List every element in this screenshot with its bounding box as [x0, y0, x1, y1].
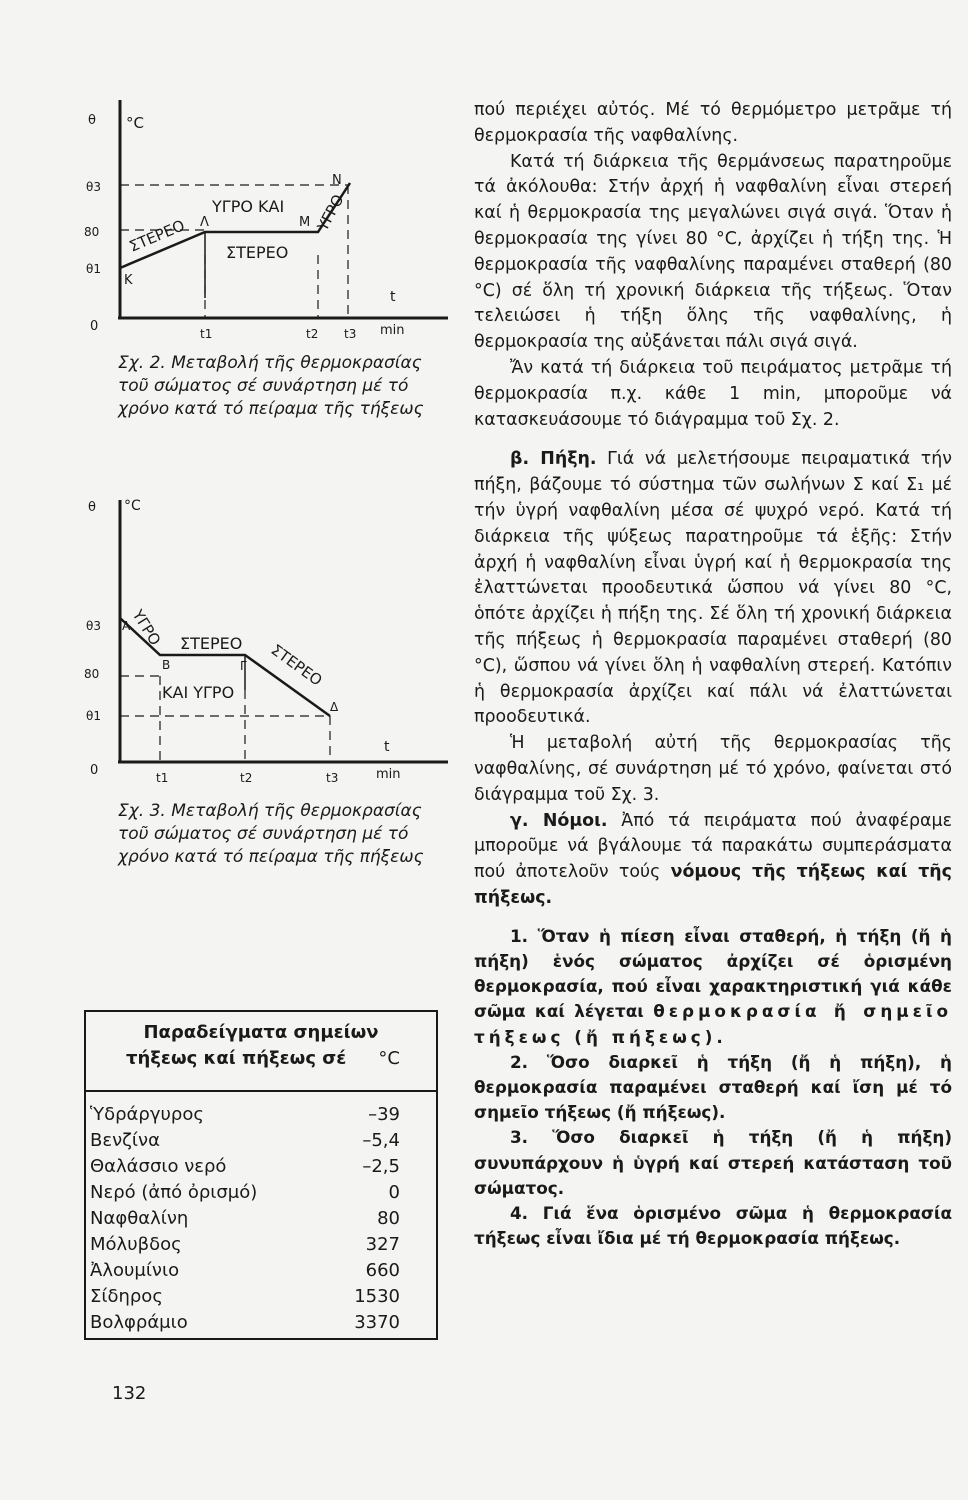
table-title-text: τήξεως καί πήξεως σέ [126, 1048, 347, 1069]
fig3-caption-line: χρόνο κατά τό πείραμα τῆς πήξεως [118, 847, 424, 867]
fig2-axis-y-unit: °C [126, 114, 144, 132]
fig2-point-m: M [299, 215, 311, 230]
fig3-tick-y-80: 80 [84, 667, 100, 681]
fig3-point-delta: Δ [330, 700, 339, 714]
fig2-axis-y-label: θ [88, 113, 96, 128]
melting-point: 3370 [354, 1312, 400, 1333]
fig2-label-liquid: ΥΓΡΟ [313, 191, 348, 234]
fig3-origin: 0 [90, 763, 99, 778]
section-text: Ἀπό τά πειράματα πού ἀναφέραμε μποροῦμε νά βγάλουμε τά παρακάτω συμπεράσματα πού ἀποτελοῦν τούς [474, 810, 952, 883]
table-row [86, 1154, 436, 1180]
melting-point: 327 [365, 1234, 400, 1255]
fig2-point-k: K [124, 273, 133, 288]
table-row [86, 1206, 436, 1232]
table-row [86, 1102, 436, 1128]
law-item: 4. Γιά ἕνα ὁρισμένο σῶμα ἡ θερμοκρασία τήξεως εἶναι ἴδια μέ τή θερμοκρασία πήξεως. [474, 1202, 952, 1249]
melting-point: 80 [377, 1208, 400, 1229]
melting-point: 1530 [354, 1286, 400, 1307]
fig2-tick-y-theta1: θ1 [86, 262, 101, 276]
fig3-point-b: B [162, 658, 171, 672]
table-header [86, 1012, 436, 1092]
fig3-tick-y-theta1: θ1 [86, 709, 101, 723]
figure-3-freezing-graph [0, 0, 470, 800]
section-text: Γιά νά μελετήσουμε πειραματικά τήν πήξη, βάζουμε τό σύστημα τῶν σωλήνων Σ καί Σ₁ μέ τήν ὑγρή ναφθαλίνη μέσα σέ ψυχρό νερό. Κατά τή διάρκεια τῆς ψύξεως παρατηροῦμε τά ἑξῆς: Στήν ἀρχή ἡ ναφθαλίνη εἶναι ὑγρή καί ἡ θερμοκρασία της ἐλαττώνεται προοδευτικά ὥσπου νά γίνει 80 °C, ὁπότε ἀρχίζει ἡ πήξη της. Σέ ὅλη τή χρονική διάρκεια τῆς πήξεως ἡ θερμοκρασία παραμένει σταθερή (80 °C), ὥσπου νά γίνει ὅλη ἡ ναφθαλίνη στερεή. Κατόπιν ἡ θερμοκρασία ἀρχίζει καί πάλι νά ἐλαττώνεται προοδευτικά. [474, 449, 952, 728]
body-text-column [474, 98, 952, 1251]
fig2-caption-line: Σχ. 2. Μεταβολή τῆς θερμοκρασίας [118, 353, 422, 373]
section-freezing [474, 447, 952, 731]
section-heading: γ. Νόμοι. [510, 810, 608, 831]
table-row [86, 1180, 436, 1206]
substance-name: Ἀλουμίνιο [90, 1260, 180, 1281]
melting-points-table [84, 1010, 438, 1340]
fig2-tick-y-80: 80 [84, 225, 100, 239]
fig3-axis-x-label: t [384, 739, 390, 755]
table-title-line: Παραδείγματα σημείων [143, 1022, 379, 1043]
fig3-tick-x-t1: t1 [156, 771, 169, 785]
melting-point: 660 [365, 1260, 400, 1281]
melting-point: –2,5 [362, 1156, 400, 1177]
table-title-line [86, 1046, 436, 1072]
substance-name: Μόλυβδος [90, 1234, 182, 1255]
law-text: 1. Ὅταν ἡ πίεση εἶναι σταθερή, ἡ τήξη (ἤ ἡ πήξη) ἑνός σώματος ἀρχίζει σέ ὁρισμένη θερμοκρασία, πού εἶναι χαρακτηριστική γιά κάθε σῶμα καί λέγεται [474, 925, 952, 1022]
fig3-caption-line: τοῦ σώματος σέ συνάρτηση μέ τό [118, 824, 409, 844]
fig3-label-both-1: ΣΤΕΡΕΟ [180, 634, 243, 653]
figure-3-caption [118, 800, 458, 869]
fig2-label-both-1: ΥΓΡΟ ΚΑΙ [212, 197, 285, 216]
paragraph: Κατά τή διάρκεια τῆς θερμάνσεως παρατηροῦμε τά ἀκόλουθα: Στήν ἀρχή ἡ ναφθαλίνη εἶναι στερεή καί ἡ θερμοκρασία της μεγαλώνει σιγά σιγά. Ὅταν ἡ θερμοκρασία της γίνει 80 °C, ἀρχίζει ἡ τήξη της. Ἡ θερμοκρασία τῆς ναφθαλίνης παραμένει σταθερή (80 °C) σέ ὅλη τή χρονική διάρκεια τῆς τήξεως. Ὅταν τελειώσει ἡ τήξη ὅλης τῆς ναφθαλίνης, ἡ θερμοκρασία της αὐξάνεται πάλι σιγά σιγά. [474, 151, 952, 353]
table-row [86, 1284, 436, 1310]
table-row [86, 1232, 436, 1258]
section-text-bold: νόμους τῆς τήξεως καί τῆς πήξεως. [474, 862, 952, 908]
substance-name: Νερό (ἀπό ὀρισμό) [90, 1182, 258, 1203]
paragraph: πού περιέχει αὐτός. Μέ τό θερμόμετρο μετρᾶμε τή θερμοκρασία τῆς ναφθαλίνης. [474, 100, 952, 146]
fig2-axis-x-unit: min [380, 323, 405, 338]
fig3-tick-x-t2: t2 [240, 771, 253, 785]
fig3-tick-x-t3: t3 [326, 771, 339, 785]
fig2-tick-x-t3: t3 [344, 327, 357, 340]
substance-name: Βολφράμιο [90, 1312, 188, 1333]
table-body [86, 1092, 436, 1336]
fig3-caption-line: Σχ. 3. Μεταβολή τῆς θερμοκρασίας [118, 801, 422, 821]
section-heading: β. Πήξη. [510, 449, 597, 470]
fig2-axis-x-label: t [390, 289, 396, 305]
fig3-tick-y-theta3: θ3 [86, 619, 101, 633]
substance-name: Ὑδράργυρος [90, 1104, 204, 1125]
fig2-point-lambda: Λ [200, 215, 209, 230]
fig3-point-gamma: Γ [240, 659, 247, 673]
law-item: 3. Ὅσο διαρκεῖ ἡ τήξη (ἤ ἡ πήξη) συνυπάρχουν ἡ ὑγρή καί στερεή κατάσταση τοῦ σώματος. [474, 1127, 952, 1198]
table-row [86, 1310, 436, 1336]
law-item: 2. Ὅσο διαρκεῖ ἡ τήξη (ἤ ἡ πήξη), ἡ θερμοκρασία παραμένει σταθερή καί ἴση μέ τό σημεῖο τήξεως (ἤ πήξεως). [474, 1051, 952, 1123]
page-number: 132 [112, 1383, 147, 1404]
melting-point: –39 [368, 1104, 400, 1125]
laws-list [474, 924, 952, 1252]
fig3-label-both-2: ΚΑΙ ΥΓΡΟ [162, 683, 235, 702]
melting-point: 0 [388, 1182, 400, 1203]
paragraph: Ἄν κατά τή διάρκεια τοῦ πειράματος μετρᾶμε τή θερμοκρασία π.χ. κάθε 1 min, μποροῦμε νά κατασκευάσουμε τό διάγραμμα τοῦ Σχ. 2. [474, 357, 952, 430]
fig2-caption-line: χρόνο κατά τό πείραμα τῆς τήξεως [118, 399, 424, 419]
table-row [86, 1128, 436, 1154]
table-unit: °C [378, 1048, 400, 1069]
substance-name: Ναφθαλίνη [90, 1208, 189, 1229]
fig3-point-a: A [122, 619, 131, 633]
fig3-axis-x-unit: min [376, 767, 401, 782]
fig2-tick-x-t2: t2 [306, 327, 319, 340]
fig3-label-liquid: ΥΓΡΟ [128, 606, 165, 649]
fig3-label-solid: ΣΤΕΡΕΟ [267, 640, 326, 690]
substance-name: Σίδηρος [90, 1286, 163, 1307]
fig2-tick-x-t1: t1 [200, 327, 213, 340]
fig2-label-solid: ΣΤΕΡΕΟ [126, 216, 188, 256]
fig2-label-both-2: ΣΤΕΡΕΟ [226, 243, 289, 262]
table-row [86, 1258, 436, 1284]
law-item [474, 924, 952, 1050]
substance-name: Θαλάσσιο νερό [90, 1156, 227, 1177]
substance-name: Βενζίνα [90, 1130, 160, 1151]
melting-point: –5,4 [362, 1130, 400, 1151]
fig2-point-n: N [332, 173, 342, 188]
fig2-tick-y-theta3: θ3 [86, 180, 101, 194]
section-laws [474, 809, 952, 912]
paragraph: Ἡ μεταβολή αὐτή τῆς θερμοκρασίας τῆς ναφθαλίνης, σέ συνάρτηση μέ τό χρόνο, φαίνεται στό διάγραμμα τοῦ Σχ. 3. [474, 733, 952, 805]
fig3-axis-y-label: θ [88, 500, 96, 515]
fig2-caption-line: τοῦ σώματος σέ συνάρτηση μέ τό [118, 376, 409, 396]
fig2-origin: 0 [90, 319, 99, 334]
fig3-axis-y-unit: °C [124, 498, 141, 514]
law-term: θερμοκρασία ἤ σημεῖο τήξεως (ἤ πήξεως). [474, 1001, 953, 1047]
